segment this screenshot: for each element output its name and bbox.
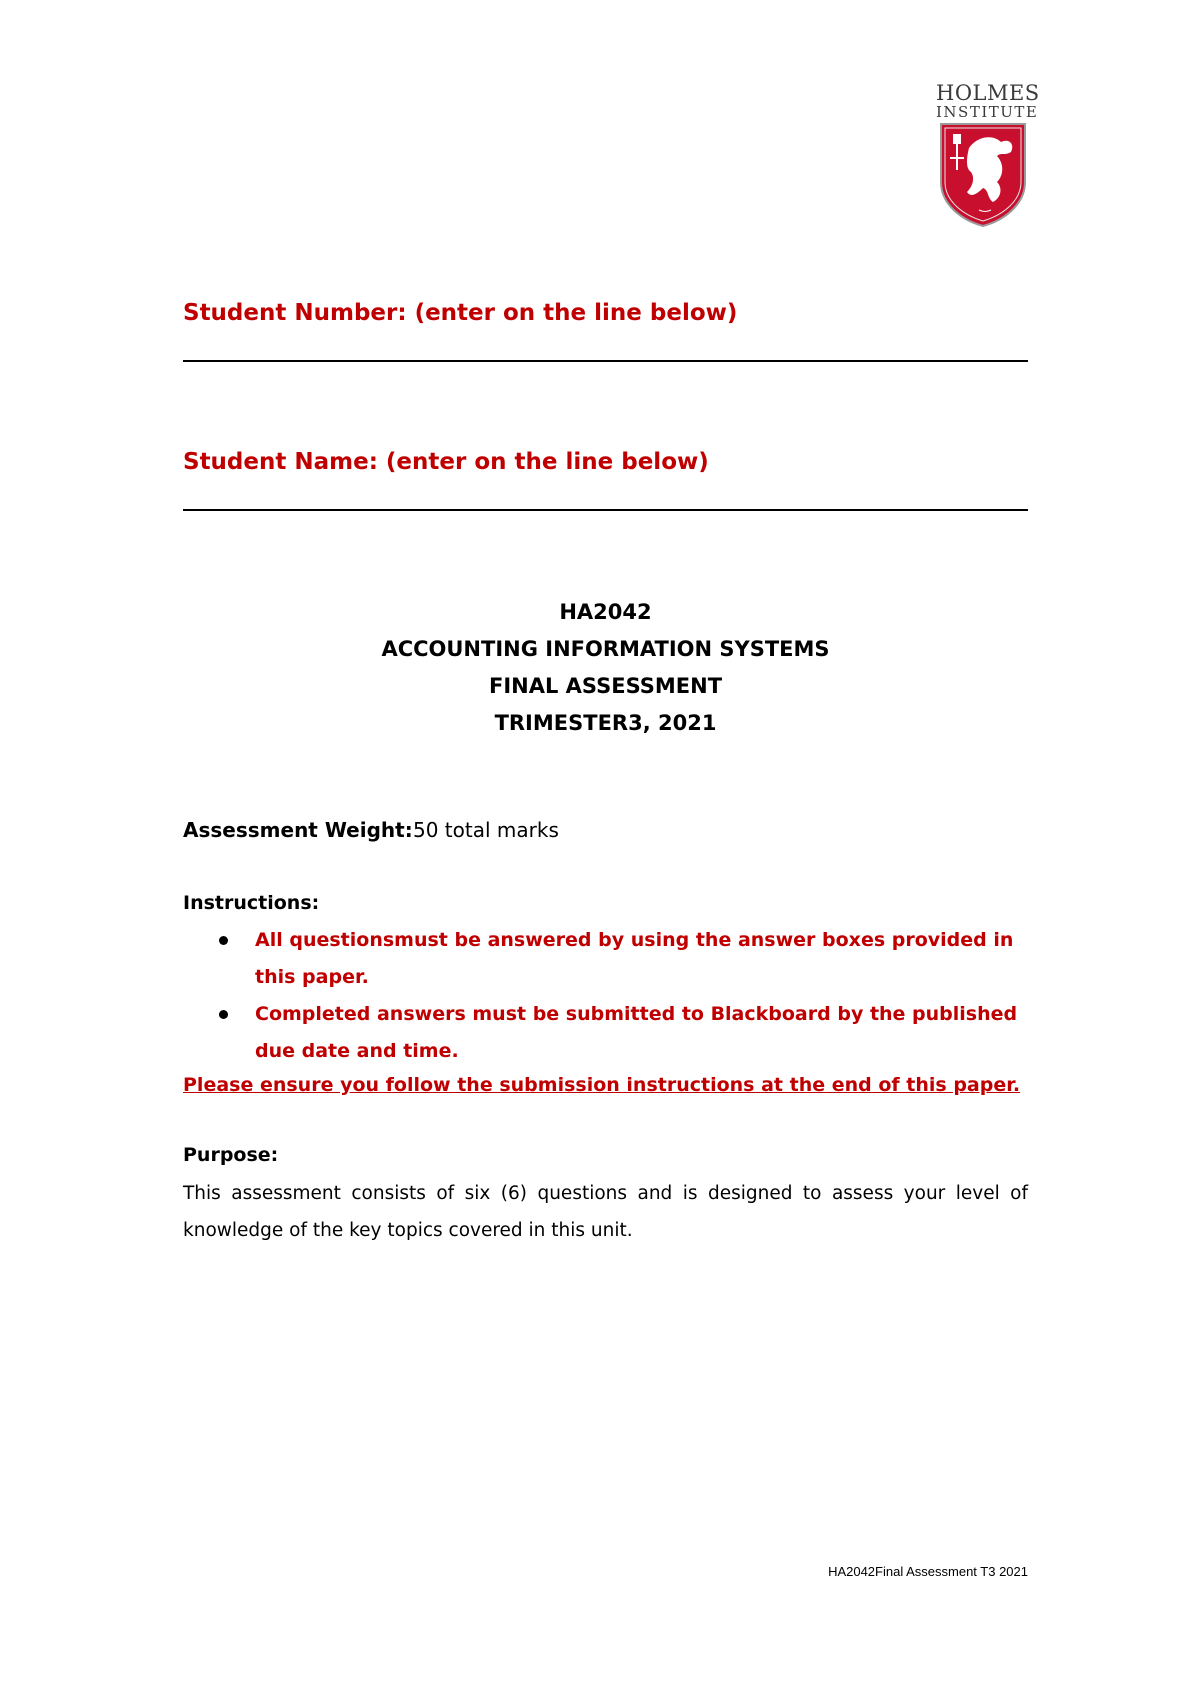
student-name-label: Student Name: (enter on the line below) (183, 449, 709, 475)
trimester-label: TRIMESTER3, 2021 (494, 711, 717, 735)
logo-wordmark-top: HOLMES (936, 81, 1040, 105)
student-number-entry-line[interactable] (183, 360, 1028, 362)
instruction-item (183, 922, 1028, 996)
unit-code: HA2042 (559, 600, 652, 624)
document-title-block (183, 594, 1028, 742)
instructions-list (183, 922, 1028, 1070)
instruction-item (183, 996, 1028, 1070)
submission-notice: Please ensure you follow the submission instructions at the end of this paper. (183, 1074, 1021, 1096)
logo-wordmark-bottom: INSTITUTE (936, 103, 1039, 121)
assessment-weight-row (183, 815, 559, 845)
instructions-heading: Instructions: (183, 892, 320, 914)
institute-logo (936, 81, 1040, 230)
bullet-icon (219, 1010, 228, 1019)
purpose-heading: Purpose: (183, 1144, 279, 1166)
student-number-label: Student Number: (enter on the line below) (183, 300, 738, 326)
assessment-title: FINAL ASSESSMENT (488, 674, 723, 698)
bullet-icon (219, 936, 228, 945)
page-footer: HA2042Final Assessment T3 2021 (828, 1564, 1028, 1579)
shield-crest-icon (939, 122, 1027, 228)
student-name-entry-line[interactable] (183, 509, 1028, 511)
instruction-text: All questionsmust be answered by using the answer boxes provided in this paper. (255, 929, 1014, 988)
instruction-text: Completed answers must be submitted to Blackboard by the published due date and time. (255, 1003, 1018, 1062)
purpose-text: This assessment consists of six (6) questions and is designed to assess your level of knowledge of the key topics covered in this unit. (183, 1183, 1028, 1241)
assessment-weight-value: 50 total marks (413, 818, 559, 842)
assessment-weight-label: Assessment Weight: (183, 818, 413, 842)
course-title: ACCOUNTING INFORMATION SYSTEMS (381, 637, 830, 661)
